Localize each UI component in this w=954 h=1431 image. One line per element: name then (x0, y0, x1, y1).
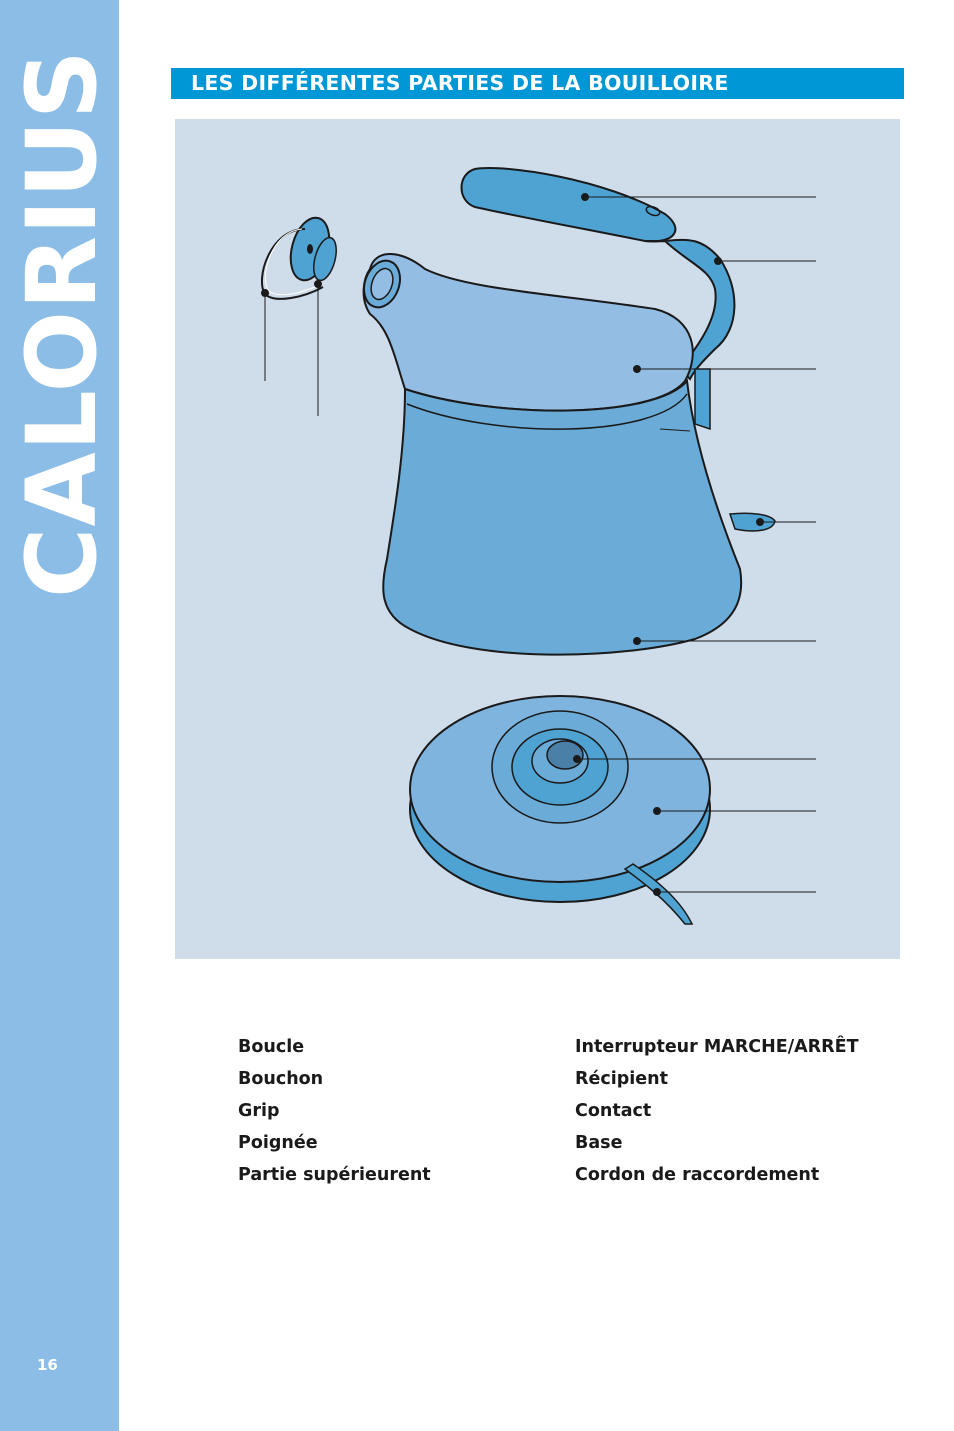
legend-item: Poignée (238, 1133, 318, 1153)
section-title-bar (171, 68, 904, 99)
brand-logo: CALORIUS (6, 49, 118, 598)
kettle-illustration (175, 119, 900, 959)
legend-item: Grip (238, 1101, 280, 1121)
legend-item: Cordon de raccordement (575, 1165, 820, 1185)
legend-item: Partie supérieurent (238, 1165, 431, 1185)
handle-top (462, 168, 676, 241)
handle-back (695, 369, 710, 429)
section-title: LES DIFFÉRENTES PARTIES DE LA BOUILLOIRE (191, 71, 729, 95)
legend-item: Bouchon (238, 1069, 324, 1089)
kettle-top (364, 254, 693, 411)
kettle-body (383, 381, 741, 655)
legend-item: Récipient (575, 1069, 668, 1089)
legend-item: Boucle (238, 1037, 305, 1057)
legend-right (575, 1036, 859, 1196)
legend-item: Interrupteur MARCHE/ARRÊT (575, 1037, 859, 1057)
legend-item: Base (575, 1133, 623, 1153)
page-number: 16 (37, 1356, 58, 1374)
kettle-diagram (175, 119, 900, 959)
contact-center (547, 741, 583, 769)
sidebar (0, 0, 119, 1431)
legend-item: Contact (575, 1101, 652, 1121)
legend-left (238, 1036, 431, 1196)
